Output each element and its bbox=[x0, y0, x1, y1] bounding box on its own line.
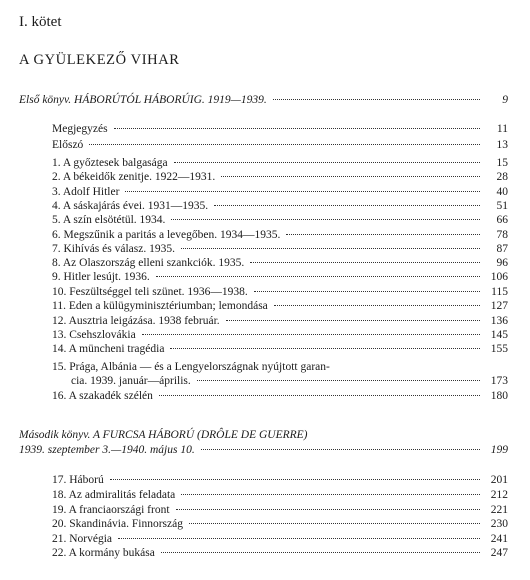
toc-book-1 bbox=[19, 93, 508, 107]
toc-entry-label: 9. Hitler lesújt. 1936. bbox=[52, 271, 150, 283]
leader-dots bbox=[118, 538, 480, 539]
toc-entry bbox=[52, 503, 508, 517]
leader-dots bbox=[226, 320, 480, 321]
leader-dots bbox=[286, 234, 480, 235]
toc-entry-label: 21. Norvégia bbox=[52, 533, 113, 545]
toc-entry-label: 12. Ausztria leigázása. 1938 február. bbox=[52, 315, 220, 327]
toc-book-2 bbox=[19, 443, 508, 457]
leader-dots bbox=[125, 191, 480, 192]
toc-entry-label: 18. Az admiralitás feladata bbox=[52, 489, 176, 501]
toc-entry bbox=[52, 199, 508, 213]
leader-dots bbox=[114, 128, 480, 129]
toc-entry-label: 8. Az Olaszország elleni szankciók. 1935. bbox=[52, 257, 245, 269]
toc-entry-page: 127 bbox=[490, 300, 508, 312]
leader-dots bbox=[201, 449, 480, 450]
toc-entry bbox=[52, 170, 508, 184]
toc-entry-page: 96 bbox=[496, 257, 508, 269]
toc-entry-page: 221 bbox=[490, 504, 508, 516]
toc-entry bbox=[52, 328, 508, 342]
leader-dots bbox=[250, 262, 480, 263]
toc-entry-label: 14. A müncheni tragédia bbox=[52, 343, 165, 355]
toc-entry-label: Megjegyzés bbox=[52, 123, 108, 135]
toc-entry-label: 5. A szín elsötétül. 1934. bbox=[52, 214, 166, 226]
toc-book-1-page: 9 bbox=[502, 94, 508, 106]
toc-entry bbox=[52, 242, 508, 256]
toc-entry-page: 230 bbox=[490, 518, 508, 530]
leader-dots bbox=[176, 509, 480, 510]
toc-entry-label: 7. Kihívás és válasz. 1935. bbox=[52, 243, 175, 255]
toc-entry-page: 78 bbox=[496, 229, 508, 241]
toc-entry bbox=[52, 473, 508, 487]
toc-entry-page: 28 bbox=[496, 171, 508, 183]
toc-entry-label: 10. Feszültséggel teli szünet. 1936—1938. bbox=[52, 286, 248, 298]
toc-entry-label: 19. A franciaországi front bbox=[52, 504, 170, 516]
leader-dots bbox=[221, 176, 480, 177]
leader-dots bbox=[197, 380, 480, 381]
toc-entry-label: 22. A kormány bukása bbox=[52, 547, 155, 559]
leader-dots bbox=[161, 552, 480, 553]
toc-entry-page: 247 bbox=[490, 547, 508, 559]
toc-entry-page: 173 bbox=[490, 375, 508, 387]
toc-entry-label-line1: 15. Prága, Albánia — és a Lengyelországnak nyújtott garan- bbox=[52, 361, 330, 373]
toc-entry bbox=[71, 374, 508, 388]
toc-entry bbox=[52, 532, 508, 546]
leader-dots bbox=[254, 291, 480, 292]
toc-entry bbox=[52, 546, 508, 560]
toc-entry bbox=[52, 517, 508, 531]
toc-entry-page: 241 bbox=[490, 533, 508, 545]
leader-dots bbox=[214, 205, 480, 206]
toc-entry-page: 180 bbox=[490, 390, 508, 402]
toc-entry-page: 106 bbox=[490, 271, 508, 283]
toc-entry bbox=[52, 389, 508, 403]
toc-entry-page: 13 bbox=[496, 139, 508, 151]
toc-entry-label: 16. A szakadék szélén bbox=[52, 390, 153, 402]
toc-entry-page: 15 bbox=[496, 157, 508, 169]
toc-entry-page: 66 bbox=[496, 214, 508, 226]
leader-dots bbox=[171, 219, 480, 220]
leader-dots bbox=[174, 162, 480, 163]
toc-entry-page: 87 bbox=[496, 243, 508, 255]
toc-entry bbox=[52, 138, 508, 152]
toc-entry bbox=[52, 256, 508, 270]
toc-entry-page: 115 bbox=[491, 286, 508, 298]
toc-entry bbox=[52, 213, 508, 227]
toc-entry-label: Előszó bbox=[52, 139, 84, 151]
toc-entry bbox=[52, 285, 508, 299]
toc-entry bbox=[52, 122, 508, 136]
leader-dots bbox=[110, 479, 480, 480]
toc-entry-page: 51 bbox=[496, 200, 508, 212]
leader-dots bbox=[181, 494, 480, 495]
leader-dots bbox=[170, 348, 480, 349]
toc-entry-page: 136 bbox=[490, 315, 508, 327]
toc-entry bbox=[52, 488, 508, 502]
toc-book-2-page: 199 bbox=[490, 444, 508, 456]
toc-entry-page: 212 bbox=[490, 489, 508, 501]
leader-dots bbox=[181, 248, 480, 249]
leader-dots bbox=[159, 395, 480, 396]
toc-entry-label: 3. Adolf Hitler bbox=[52, 186, 120, 198]
toc-entry-page: 40 bbox=[496, 186, 508, 198]
toc-entry-label: 17. Háború bbox=[52, 474, 104, 486]
toc-entry bbox=[52, 185, 508, 199]
toc-entry-label: 11. Eden a külügyminisztériumban; lemondása bbox=[52, 300, 268, 312]
toc-entry-page: 201 bbox=[490, 474, 508, 486]
toc-entry-label: cia. 1939. január—április. bbox=[71, 375, 191, 387]
toc-entry-label: 1. A győztesek balgasága bbox=[52, 157, 168, 169]
leader-dots bbox=[273, 99, 480, 100]
toc-entry-label: 6. Megszűnik a paritás a levegőben. 1934—1935. bbox=[52, 229, 281, 241]
toc-entry bbox=[52, 228, 508, 242]
toc-entry bbox=[52, 270, 508, 284]
toc-book-1-label: Első könyv. HÁBORÚTÓL HÁBORÚIG. 1919—1939. bbox=[19, 94, 267, 106]
toc-entry-page: 11 bbox=[496, 123, 508, 135]
leader-dots bbox=[274, 305, 480, 306]
leader-dots bbox=[89, 144, 480, 145]
volume-heading: I. kötet bbox=[19, 14, 62, 30]
toc-entry bbox=[52, 342, 508, 356]
toc-book-2-label-line1: Második könyv. A FURCSA HÁBORÚ (DRÔLE DE GUERRE) bbox=[19, 429, 308, 441]
toc-entry-label: 20. Skandinávia. Finnország bbox=[52, 518, 183, 530]
toc-entry bbox=[52, 314, 508, 328]
toc-entry-page: 155 bbox=[490, 343, 508, 355]
leader-dots bbox=[156, 276, 480, 277]
toc-book-2-label: 1939. szeptember 3.—1940. május 10. bbox=[19, 444, 195, 456]
toc-entry-label: 2. A békeidők zenitje. 1922—1931. bbox=[52, 171, 216, 183]
toc-entry-page: 145 bbox=[490, 329, 508, 341]
leader-dots bbox=[189, 523, 480, 524]
page-title: A GYÜLEKEZŐ VIHAR bbox=[19, 52, 180, 68]
leader-dots bbox=[142, 334, 480, 335]
toc-entry bbox=[52, 299, 508, 313]
toc-entry bbox=[52, 156, 508, 170]
toc-entry-label: 13. Csehszlovákia bbox=[52, 329, 136, 341]
toc-entry-label: 4. A sáskajárás évei. 1931—1935. bbox=[52, 200, 209, 212]
